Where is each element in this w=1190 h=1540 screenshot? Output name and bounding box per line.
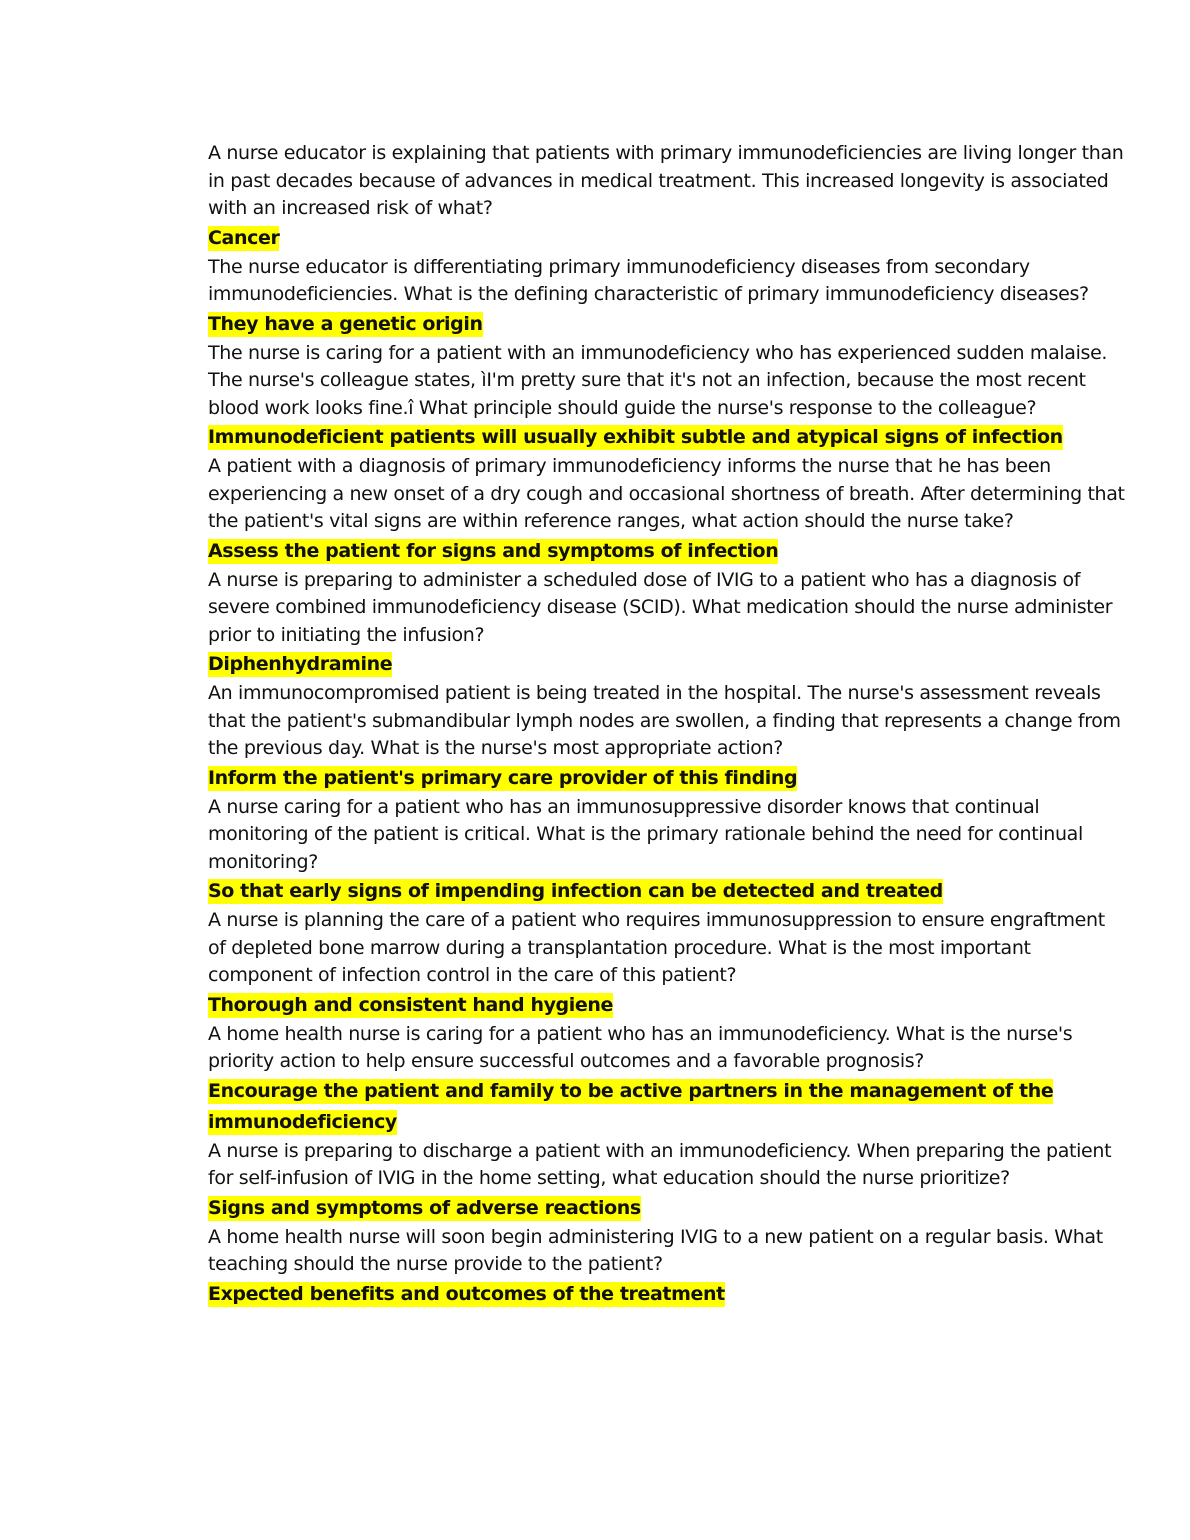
answer-text bbox=[208, 649, 1128, 680]
qa-item-9 bbox=[208, 1021, 1128, 1138]
qa-item-3 bbox=[208, 340, 1128, 454]
qa-item-7 bbox=[208, 794, 1128, 908]
answer-text bbox=[208, 990, 1128, 1021]
answer-highlight: Inform the patient's primary care provider of this finding bbox=[208, 766, 798, 789]
question-text: A nurse is preparing to administer a scheduled dose of IVIG to a patient who has a diagnosis of severe combined immunodeficiency disease (SCID). What medication should the nurse administer prior to initiating the infusion? bbox=[208, 568, 1113, 646]
answer-highlight: They have a genetic origin bbox=[208, 312, 483, 335]
answer-highlight: Immunodeficient patients will usually exhibit subtle and atypical signs of infection bbox=[208, 426, 1063, 448]
question-text: The nurse is caring for a patient with an immunodeficiency who has experienced sudden malaise. The nurse's colleague states, ìI'm pretty sure that it's not an infection, because the most recent blood work looks fine.î What principle should guide the nurse's response to the colleague? bbox=[208, 341, 1108, 419]
question-text: A patient with a diagnosis of primary immunodeficiency informs the nurse that he has been experiencing a new onset of a dry cough and occasional shortness of breath. After determining that the patient's vital signs are within reference ranges, what action should the nurse take? bbox=[208, 455, 1125, 532]
question-text: A nurse is planning the care of a patient who requires immunosuppression to ensure engraftment of depleted bone marrow during a transplantation procedure. What is the most important component of infection control in the care of this patient? bbox=[208, 909, 1105, 986]
answer-text bbox=[208, 536, 1128, 567]
answer-highlight: Diphenhydramine bbox=[208, 653, 393, 675]
qa-item-10 bbox=[208, 1138, 1128, 1224]
answer-text bbox=[208, 309, 1128, 340]
answer-highlight: Cancer bbox=[208, 226, 280, 249]
question-text: A home health nurse is caring for a patient who has an immunodeficiency. What is the nurse's priority action to help ensure successful outcomes and a favorable prognosis? bbox=[208, 1022, 1073, 1072]
question-text: The nurse educator is differentiating primary immunodeficiency diseases from secondary immunodeficiencies. What is the defining characteristic of primary immunodeficiency diseases? bbox=[208, 255, 1089, 305]
answer-text bbox=[208, 763, 1128, 794]
qa-item-2 bbox=[208, 254, 1128, 340]
answer-highlight: Signs and symptoms of adverse reactions bbox=[208, 1196, 641, 1219]
answer-text bbox=[208, 422, 1128, 453]
question-text: An immunocompromised patient is being treated in the hospital. The nurse's assessment reveals that the patient's submandibular lymph nodes are swollen, a finding that represents a change from the previous day. What is the nurse's most appropriate action? bbox=[208, 682, 1121, 759]
answer-text bbox=[208, 1279, 1128, 1310]
question-text: A home health nurse will soon begin administering IVIG to a new patient on a regular basis. What teaching should the nurse provide to the patient? bbox=[208, 1225, 1103, 1275]
qa-item-11 bbox=[208, 1224, 1128, 1310]
answer-text bbox=[208, 1193, 1128, 1224]
answer-text bbox=[208, 1076, 1128, 1138]
qa-item-4 bbox=[208, 453, 1128, 567]
answer-text bbox=[208, 223, 1128, 254]
answer-highlight: So that early signs of impending infection can be detected and treated bbox=[208, 880, 943, 902]
qa-item-5 bbox=[208, 567, 1128, 681]
answer-highlight: Assess the patient for signs and symptoms of infection bbox=[208, 539, 779, 562]
question-text: A nurse is preparing to discharge a patient with an immunodeficiency. When preparing the patient for self-infusion of IVIG in the home setting, what education should the nurse prioritize? bbox=[208, 1139, 1112, 1189]
qa-item-8 bbox=[208, 907, 1128, 1021]
answer-text bbox=[208, 876, 1128, 907]
answer-highlight: Thorough and consistent hand hygiene bbox=[208, 993, 613, 1016]
qa-item-1 bbox=[208, 140, 1128, 254]
qa-item-6 bbox=[208, 680, 1128, 794]
qa-list bbox=[208, 140, 1128, 1310]
question-text: A nurse educator is explaining that patients with primary immunodeficiencies are living longer than in past decades because of advances in medical treatment. This increased longevity is associated with an increased risk of what? bbox=[208, 142, 1124, 219]
answer-highlight: Expected benefits and outcomes of the treatment bbox=[208, 1282, 725, 1305]
question-text: A nurse caring for a patient who has an immunosuppressive disorder knows that continual monitoring of the patient is critical. What is the primary rationale behind the need for continual monitoring? bbox=[208, 795, 1083, 873]
answer-highlight: Encourage the patient and family to be active partners in the management of the immunodeficiency bbox=[208, 1079, 1054, 1133]
